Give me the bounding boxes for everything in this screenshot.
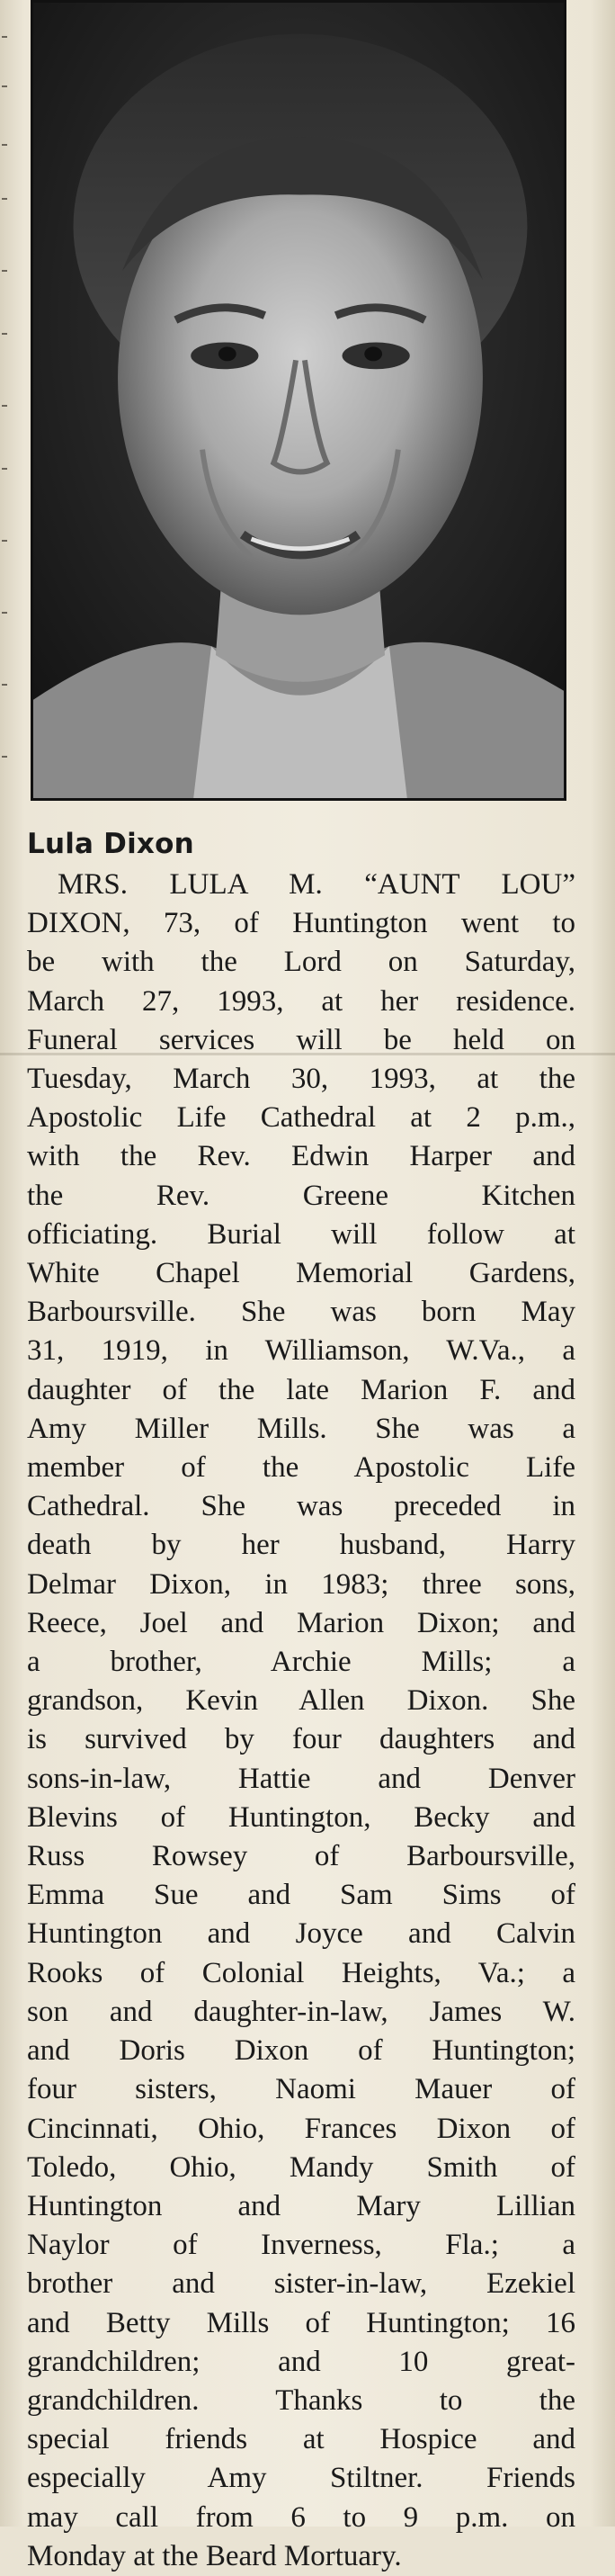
obituary-line: grandchildren. Thanks to the [27, 2383, 575, 2417]
obituary-line: and Betty Mills of Huntington; 16 [27, 2306, 575, 2339]
obituary-line: 31, 1919, in Williamson, W.Va., a [27, 1334, 575, 1368]
obituary-line: Delmar Dixon, in 1983; three sons, [27, 1567, 575, 1601]
obituary-line: be with the Lord on Saturday, [27, 946, 575, 979]
obituary-line: MRS. LULA M. “AUNT LOU” [58, 868, 575, 901]
obituary-body [27, 866, 575, 2576]
obituary-article [27, 826, 575, 2576]
obituary-line: Huntington and Mary Lillian [27, 2189, 575, 2222]
obituary-heading: Lula Dixon [27, 828, 194, 860]
obituary-line: grandchildren; and 10 great- [27, 2345, 575, 2378]
obituary-line: death by her husband, Harry [27, 1529, 575, 1562]
portrait-image [33, 3, 564, 798]
obituary-line: Amy Miller Mills. She was a [27, 1412, 575, 1445]
obituary-line: Funeral services will be held on [27, 1023, 575, 1056]
obituary-line: with the Rev. Edwin Harper and [27, 1140, 575, 1173]
obituary-line: son and daughter-in-law, James W. [27, 1995, 575, 2028]
clipping-edge-marks [0, 0, 13, 810]
obituary-line: Huntington and Joyce and Calvin [27, 1917, 575, 1951]
obituary-line: Barboursville. She was born May [27, 1296, 575, 1329]
obituary-line: Naylor of Inverness, Fla.; a [27, 2229, 575, 2262]
portrait-photo [31, 0, 566, 801]
obituary-line: March 27, 1993, at her residence. [27, 984, 575, 1018]
obituary-line: a brother, Archie Mills; a [27, 1646, 575, 1679]
obituary-line: Rooks of Colonial Heights, Va.; a [27, 1956, 575, 1989]
obituary-line: DIXON, 73, of Huntington went to [27, 907, 575, 940]
obituary-line: the Rev. Greene Kitchen [27, 1179, 575, 1212]
obituary-line: Reece, Joel and Marion Dixon; and [27, 1606, 575, 1639]
obituary-line: officiating. Burial will follow at [27, 1217, 575, 1251]
obituary-line: Blevins of Huntington, Becky and [27, 1800, 575, 1834]
obituary-line: Tuesday, March 30, 1993, at the [27, 1063, 575, 1096]
obituary-line: daughter of the late Marion F. and [27, 1373, 575, 1406]
obituary-line: four sisters, Naomi Mauer of [27, 2073, 575, 2106]
obituary-line: special friends at Hospice and [27, 2423, 575, 2456]
obituary-line: White Chapel Memorial Gardens, [27, 1257, 575, 1290]
obituary-line: Apostolic Life Cathedral at 2 p.m., [27, 1101, 575, 1135]
obituary-line: sons-in-law, Hattie and Denver [27, 1762, 575, 1795]
obituary-line: Russ Rowsey of Barboursville, [27, 1840, 575, 1873]
obituary-line: Emma Sue and Sam Sims of [27, 1879, 575, 1912]
obituary-line: may call from 6 to 9 p.m. on [27, 2500, 575, 2534]
obituary-line: Cincinnati, Ohio, Frances Dixon of [27, 2112, 575, 2145]
obituary-line: grandson, Kevin Allen Dixon. She [27, 1684, 575, 1718]
obituary-line: Cathedral. She was preceded in [27, 1490, 575, 1523]
obituary-line: brother and sister-in-law, Ezekiel [27, 2267, 575, 2301]
obituary-line: member of the Apostolic Life [27, 1451, 575, 1485]
obituary-line: especially Amy Stiltner. Friends [27, 2462, 575, 2495]
obituary-line: Monday at the Beard Mortuary. [27, 2539, 402, 2572]
obituary-line: Toledo, Ohio, Mandy Smith of [27, 2150, 575, 2184]
obituary-line: is survived by four daughters and [27, 1723, 575, 1756]
obituary-line: and Doris Dixon of Huntington; [27, 2034, 575, 2068]
